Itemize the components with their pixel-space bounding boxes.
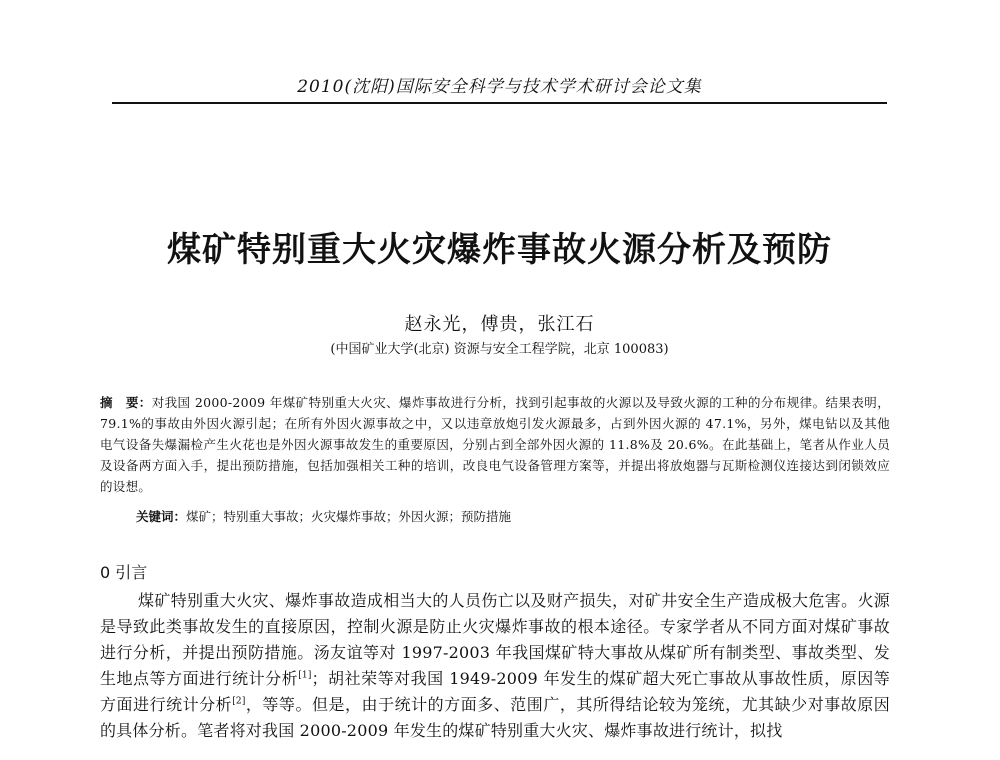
abstract: [100, 392, 890, 497]
paper-title: 煤矿特别重大火灾爆炸事故火源分析及预防: [167, 230, 832, 270]
keywords-text: 煤矿；特别重大事故；火灾爆炸事故；外因火源；预防措施: [186, 509, 512, 524]
section-heading: 0 引言: [100, 563, 148, 582]
header-rule: [112, 102, 887, 104]
abstract-text: 对我国 2000-2009 年煤矿特别重大火灾、爆炸事故进行分析，找到引起事故的火源以及导致火源的工种的分布规律。结果表明，79.1%的事故由外因火源引起；在所有外因火源事故之中，又以违章放炮引发火源最多，占到外因火源的 47.1%，另外，煤电钻以及其他电气设备失爆漏检产生火花也是外因火源事故发生的重要原因，分别占到全部外因火源的 11.8%及 20.6%。在此基础上，笔者从作业人员及设备两方面入手，提出预防措施，包括加强相关工种的培训，改良电气设备管理方案等，并提出将放炮器与瓦斯检测仪连接达到闭锁效应的设想。: [100, 395, 890, 494]
citation-2: [2]: [232, 696, 246, 707]
body-text-1: 煤矿特别重大火灾、爆炸事故造成相当大的人员伤亡以及财产损失，对矿井安全生产造成极大危害。火源是导致此类事故发生的直接原因，控制火源是防止火灾爆炸事故的根本途径。专家学者从不同方面对煤矿事故进行分析，并提出预防措施。汤友谊等对 1997-2003 年我国煤矿特大事故从煤矿所有制类型、事故类型、发生地点等方面进行统计分析: [100, 591, 890, 688]
keywords: [136, 506, 890, 527]
authors: 赵永光，傅贵，张江石: [404, 314, 595, 335]
body-paragraph: [100, 588, 890, 744]
citation-1: [1]: [298, 670, 312, 681]
body-text-3: ，等等。但是，由于统计的方面多、范围广，其所得结论较为笼统，尤其缺少对事故原因的具体分析。笔者将对我国 2000-2009 年发生的煤矿特别重大火灾、爆炸事故进行统计，拟找: [100, 695, 890, 740]
running-header: 2010(沈阳)国际安全科学与技术学术研讨会论文集: [297, 77, 702, 97]
keywords-label: 关键词：: [136, 509, 187, 524]
abstract-label: 摘 要：: [100, 395, 152, 410]
body-text-2: ；胡社荣等对我国 1949-2009 年发生的煤矿超大死亡事故从事故性质，原因等方面进行统计分析: [100, 669, 890, 714]
affiliation: (中国矿业大学(北京) 资源与安全工程学院，北京 100083): [330, 342, 669, 357]
